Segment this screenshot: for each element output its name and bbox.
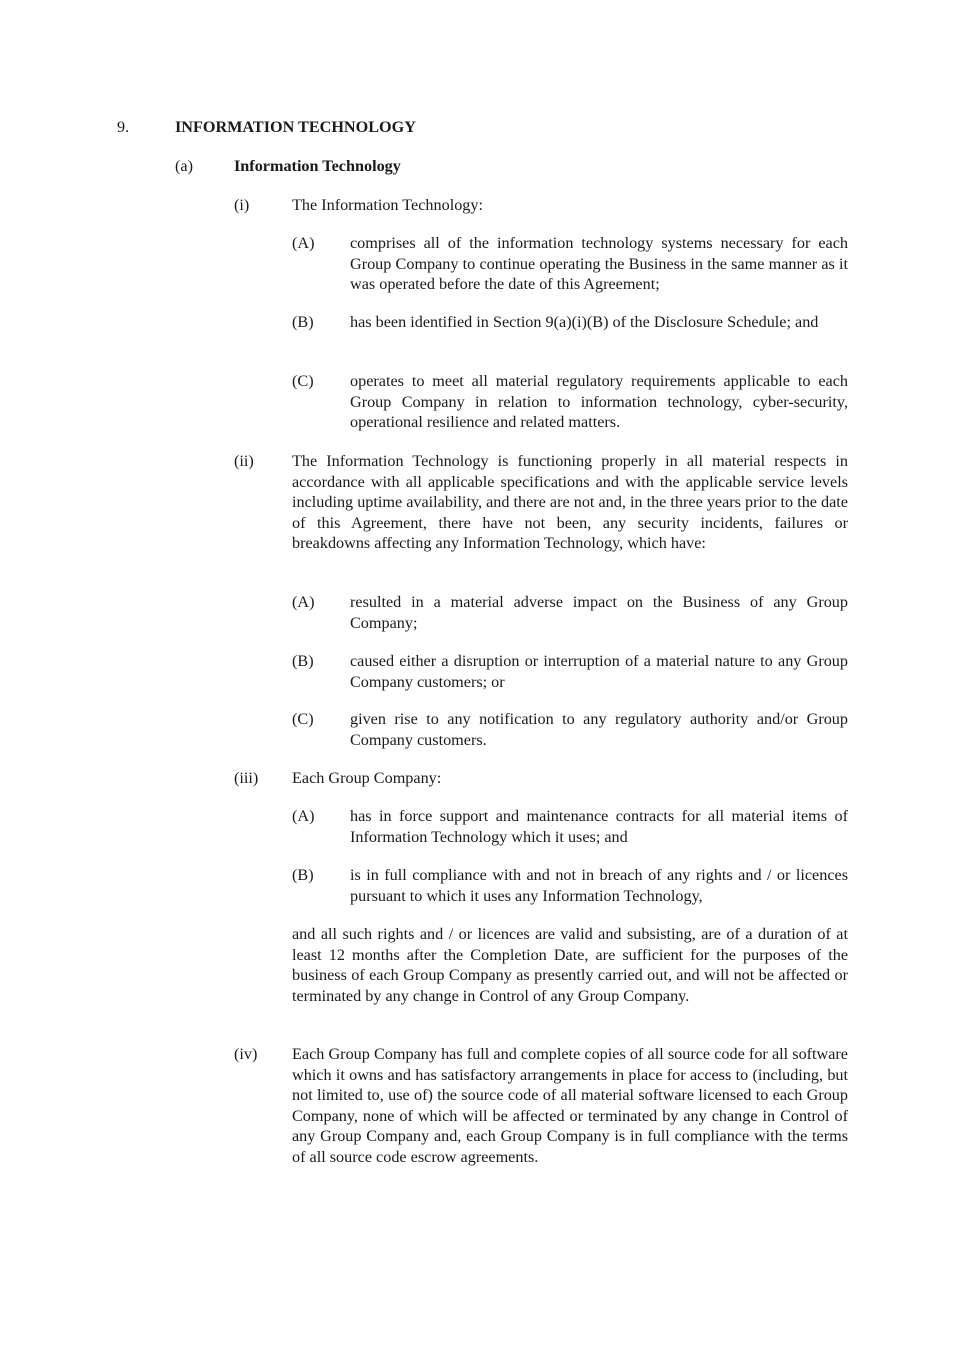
subsection-title: Information Technology	[234, 157, 401, 175]
clause-text: The Information Technology is functioning properly in all material respects in accordance with all applicable specifications and with the applicable service levels including uptime availability, and there are not and, in the three years prior to the date of this Agreement, there have not been, any security incidents, failures or breakdowns affecting any Information Technology, which have:	[292, 452, 848, 553]
subclause-number: (A)	[292, 593, 315, 611]
subclause-text: given rise to any notification to any regulatory authority and/or Group Company customers.	[350, 710, 848, 749]
clause-text: The Information Technology:	[292, 196, 483, 214]
subclause-text: operates to meet all material regulatory requirements applicable to each Group Company in relation to information technology, cyber-security, operational resilience and related matters.	[350, 372, 848, 432]
clause-number: (i)	[234, 196, 250, 214]
closing-paragraph: and all such rights and / or licences are valid and subsisting, are of a duration of at least 12 months after the Completion Date, are sufficient for the purposes of the business of each Group Company as presently carried out, and will not be affected or terminated by any change in Control of any Group Company.	[292, 925, 848, 1005]
subclause-number: (A)	[292, 234, 315, 252]
subsection-number: (a)	[175, 157, 193, 175]
subclause-number: (B)	[292, 652, 314, 670]
subclause-text: comprises all of the information technology systems necessary for each Group Company to continue operating the Business in the same manner as it was operated before the date of this Agreement;	[350, 234, 848, 294]
section-number: 9.	[117, 118, 130, 136]
subclause-number: (C)	[292, 372, 314, 390]
clause-number: (iv)	[234, 1045, 258, 1063]
subclause-number: (A)	[292, 807, 315, 825]
subclause-number: (C)	[292, 710, 314, 728]
clause-number: (ii)	[234, 452, 254, 470]
subclause-text: caused either a disruption or interruption of a material nature to any Group Company customers; or	[350, 652, 848, 691]
subclause-text: has in force support and maintenance contracts for all material items of Information Technology which it uses; and	[350, 807, 848, 846]
subclause-text: has been identified in Section 9(a)(i)(B) of the Disclosure Schedule; and	[350, 313, 819, 331]
subclause-number: (B)	[292, 866, 314, 884]
clause-text: Each Group Company:	[292, 769, 442, 787]
subclause-number: (B)	[292, 313, 314, 331]
subclause-text: resulted in a material adverse impact on the Business of any Group Company;	[350, 593, 848, 632]
subclause-text: is in full compliance with and not in breach of any rights and / or licences pursuant to which it uses any Information Technology,	[350, 866, 848, 905]
clause-number: (iii)	[234, 769, 259, 787]
section-title: INFORMATION TECHNOLOGY	[175, 118, 416, 136]
clause-text: Each Group Company has full and complete copies of all source code for all software which it owns and has satisfactory arrangements in place for access to (including, but not limited to, use of) the source code of all material software licensed to each Group Company, none of which will be affected or terminated by any change in Control of any Group Company and, each Group Company is in full compliance with the terms of all source code escrow agreements.	[292, 1045, 848, 1166]
